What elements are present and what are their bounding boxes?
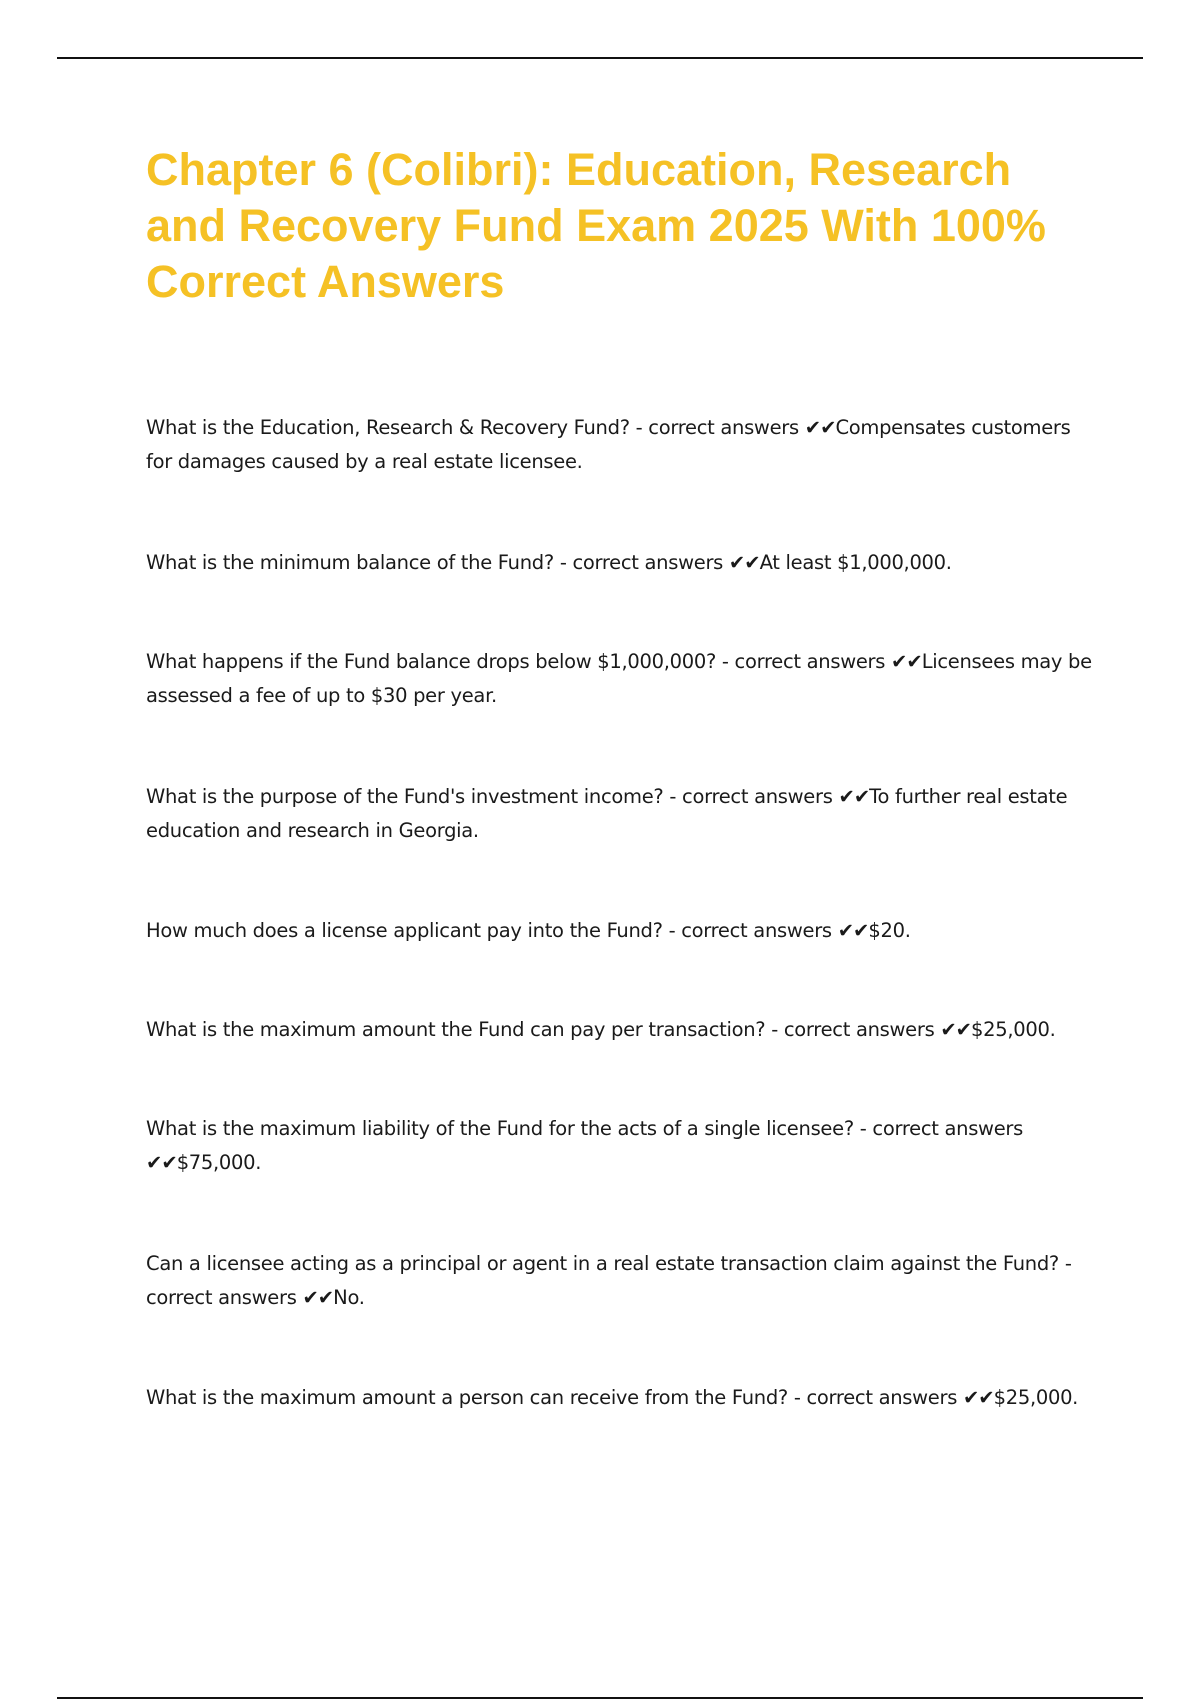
qa-item-2 xyxy=(146,546,1096,580)
check-mark-icon: ✔✔ xyxy=(302,1286,334,1309)
question-text: What is the Education, Research & Recovery Fund? xyxy=(146,416,630,439)
answer-text: $25,000. xyxy=(971,1018,1056,1041)
question-text: What is the minimum balance of the Fund? xyxy=(146,551,554,574)
answer-separator: - correct answers xyxy=(553,551,729,574)
question-text: What is the purpose of the Fund's investment income? xyxy=(146,785,664,808)
qa-item-4 xyxy=(146,780,1096,848)
answer-separator: - correct answers xyxy=(662,919,838,942)
question-text: What happens if the Fund balance drops below $1,000,000? xyxy=(146,650,717,673)
question-text: What is the maximum amount the Fund can pay per transaction? xyxy=(146,1018,766,1041)
question-text: How much does a license applicant pay into the Fund? xyxy=(146,919,663,942)
header-rule xyxy=(57,57,1143,59)
answer-text: No. xyxy=(333,1286,365,1309)
qa-item-3 xyxy=(146,645,1096,713)
answer-separator: - correct answers xyxy=(146,1252,1072,1309)
answer-text: $25,000. xyxy=(993,1386,1079,1409)
answer-text: At least $1,000,000. xyxy=(759,551,952,574)
check-mark-icon: ✔✔ xyxy=(837,919,869,942)
qa-item-1 xyxy=(146,411,1096,479)
check-mark-icon: ✔✔ xyxy=(728,551,760,574)
answer-separator: - correct answers xyxy=(716,650,892,673)
document-title: Chapter 6 (Colibri): Education, Research and Recovery Fund Exam 2025 With 100% Correct Answers xyxy=(146,144,1046,307)
qa-item-8 xyxy=(146,1247,1096,1315)
question-text: What is the maximum liability of the Fund for the acts of a single licensee? xyxy=(146,1117,854,1140)
footer-rule xyxy=(57,1697,1143,1699)
question-text: Can a licensee acting as a principal or agent in a real estate transaction claim against the Fund? xyxy=(146,1252,1059,1275)
answer-text: $20. xyxy=(868,919,911,942)
answer-text: $75,000. xyxy=(176,1151,262,1174)
check-mark-icon: ✔✔ xyxy=(804,416,836,439)
answer-separator: - correct answers xyxy=(663,785,839,808)
check-mark-icon: ✔✔ xyxy=(838,785,870,808)
qa-item-6 xyxy=(146,1013,1096,1047)
answer-text: Licensees may be assessed a fee of up to $30 per year. xyxy=(146,650,1092,707)
question-text: What is the maximum amount a person can receive from the Fund? xyxy=(146,1386,788,1409)
check-mark-icon: ✔✔ xyxy=(962,1386,994,1409)
answer-separator: - correct answers xyxy=(853,1117,1023,1140)
answer-text: Compensates customers for damages caused by a real estate licensee. xyxy=(146,416,1071,473)
answer-separator: - correct answers xyxy=(629,416,805,439)
answer-text: To further real estate education and research in Georgia. xyxy=(146,785,1068,842)
check-mark-icon: ✔✔ xyxy=(940,1018,972,1041)
qa-item-7 xyxy=(146,1112,1096,1180)
qa-item-5 xyxy=(146,914,1096,948)
check-mark-icon: ✔✔ xyxy=(146,1151,177,1174)
qa-item-9 xyxy=(146,1381,1096,1415)
answer-separator: - correct answers xyxy=(787,1386,963,1409)
check-mark-icon: ✔✔ xyxy=(891,650,922,673)
answer-separator: - correct answers xyxy=(765,1018,941,1041)
